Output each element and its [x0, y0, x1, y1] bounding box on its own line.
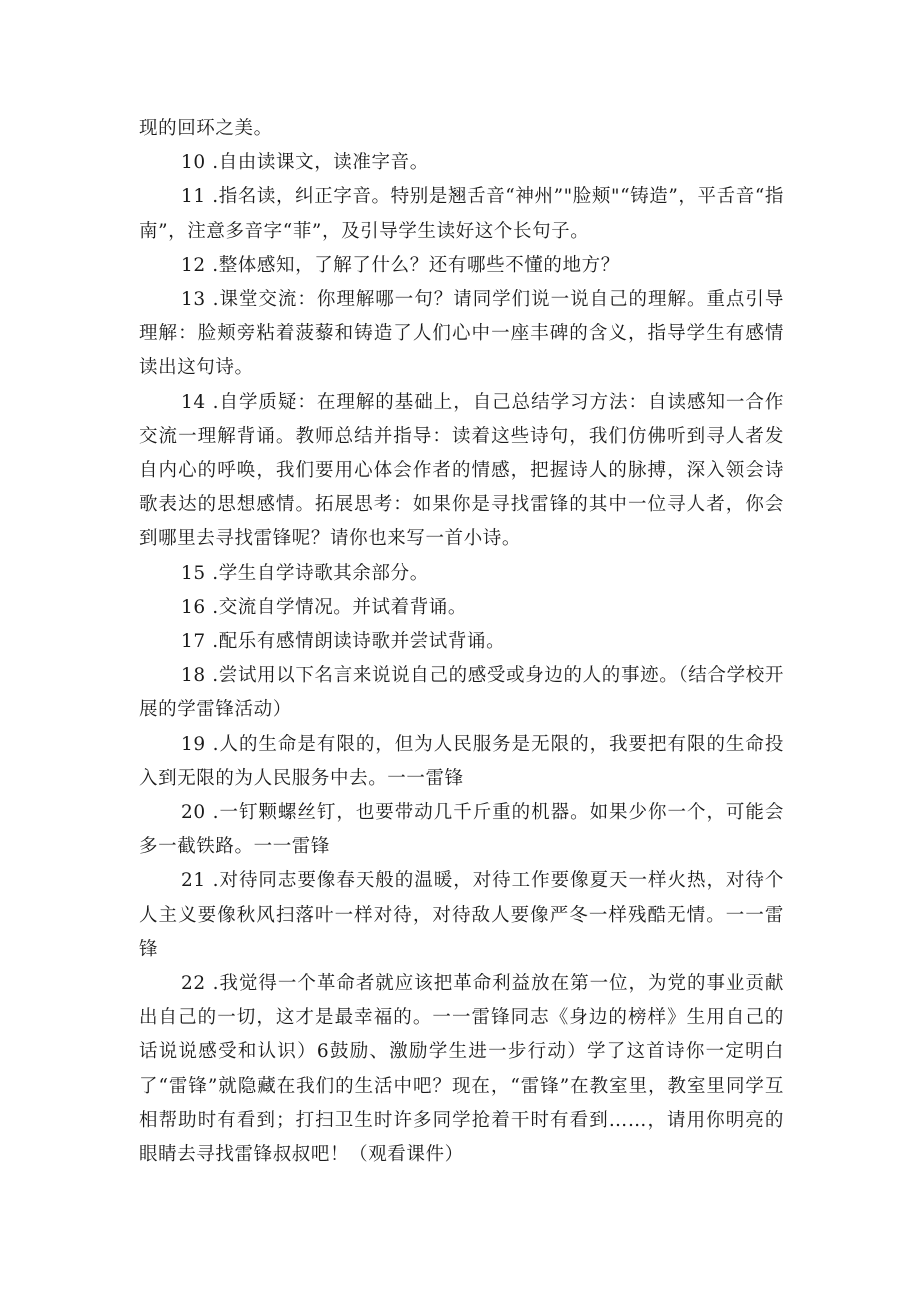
- paragraph-17: 17 .配乐有感情朗读诗歌并尝试背诵。: [181, 631, 506, 653]
- paragraph-11: 11 .指名读，纠正字音。特别是翘舌音“神州”"脸颊"“铸造”，平舌音“指南”，注意多音字“菲”，及引导学生读好这个长句子。: [139, 186, 784, 242]
- paragraph-21: 21 .对待同志要像春天般的温暖，对待工作要像夏天一样火热，对待个人主义要像秋风扫落叶一样对待，对待敌人要像严冬一样残酷无情。一一雷锋: [139, 870, 784, 960]
- paragraph-16: 16 .交流自学情况。并试着背诵。: [181, 596, 468, 618]
- paragraph-0: 现的回环之美。: [139, 118, 273, 139]
- document-page: [139, 112, 784, 1172]
- paragraph-10: 10 .自由读课文，读准字音。: [181, 152, 429, 174]
- paragraph-13: 13 .课堂交流：你理解哪一句？请同学们说一说自己的理解。重点引导理解：脸颊旁粘着菠藜和铸造了人们心中一座丰碑的含义，指导学生有感情读出这句诗。: [139, 289, 784, 379]
- paragraph-12: 12 .整体感知，了解了什么？还有哪些不懂的地方？: [181, 254, 620, 276]
- paragraph-20: 20 .一钉颗螺丝钉，也要带动几千斤重的机器。如果少你一个，可能会多一截铁路。一一雷锋: [139, 802, 784, 858]
- paragraph-14: 14 .自学质疑：在理解的基础上，自己总结学习方法：自读感知一合作交流一理解背诵。教师总结并指导：读着这些诗句，我们仿佛听到寻人者发自内心的呼唤，我们要用心体会作者的情感，把握诗人的脉搏，深入领会诗歌表达的思想感情。拓展思考：如果你是寻找雷锋的其中一位寻人者，你会到哪里去寻找雷锋呢？请你也来写一首小诗。: [139, 391, 784, 550]
- paragraph-19: 19 .人的生命是有限的，但为人民服务是无限的，我要把有限的生命投入到无限的为人民服务中去。一一雷锋: [139, 733, 784, 789]
- paragraph-18: 18 .尝试用以下名言来说说自己的感受或身边的人的事迹。（结合学校开展的学雷锋活动）: [139, 665, 784, 721]
- paragraph-22: 22 .我觉得一个革命者就应该把革命利益放在第一位，为党的事业贡献出自己的一切，这才是最幸福的。一一雷锋同志《身边的榜样》生用自己的话说说感受和认识）6鼓励、激励学生进一步行动）学了这首诗你一定明白了“雷锋”就隐藏在我们的生活中吧？现在，“雷锋”在教室里，教室里同学互相帮助时有看到；打扫卫生时许多同学抢着干时有看到……，请用你明亮的眼睛去寻找雷锋叔叔吧！（观看课件）: [139, 973, 784, 1166]
- paragraph-15: 15 .学生自学诗歌其余部分。: [181, 562, 429, 584]
